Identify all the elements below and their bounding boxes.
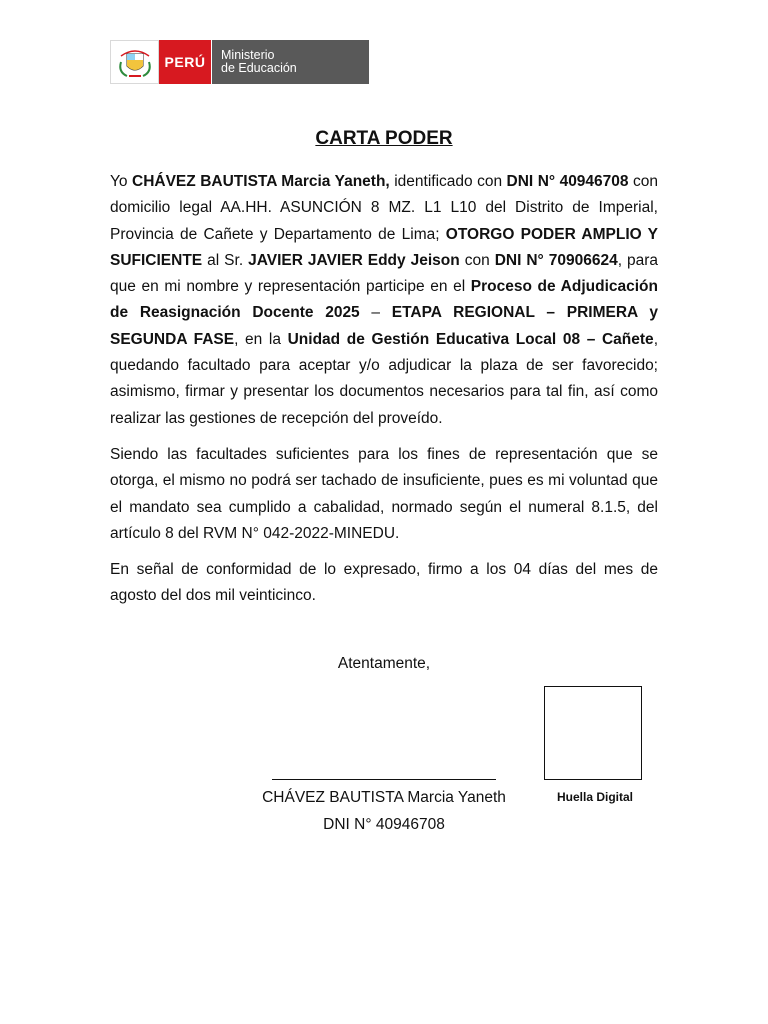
signer-name: CHÁVEZ BAUTISTA Marcia Yaneth [262, 789, 506, 806]
text-run: Yo [110, 173, 133, 190]
logo-country-label: PERÚ [159, 40, 211, 84]
paragraph-conformity: En señal de conformidad de lo expresado, firmo a los 04 días del mes de agosto del dos mil veinticinco. [110, 561, 658, 605]
logo-ministry-line1: Ministerio [221, 48, 275, 62]
ministry-logo [110, 40, 369, 84]
bold-run: DNI N° 70906624 [494, 251, 618, 269]
document-body [110, 169, 658, 620]
bold-run: Proceso de Adjudicación de Reasignación Docente 2025 [110, 278, 658, 322]
logo-ministry-line2: de Educación [221, 61, 297, 75]
text-run: identificado con [389, 173, 507, 190]
closing-text: Atentamente, [337, 655, 431, 672]
text-run: – [359, 304, 392, 322]
document-title: CARTA PODER [315, 128, 453, 149]
signer-dni: DNI N° 40946708 [323, 816, 445, 833]
text-run: con domicilio legal AA.HH. ASUNCIÓN 8 MZ. L1 L10 del Distrito de Imperial, Provincia de Cañete y Departamento de Lima; [110, 173, 658, 243]
signature-line [272, 779, 496, 780]
text-run: al Sr. [202, 251, 249, 269]
fingerprint-label: Huella Digital [556, 790, 633, 804]
bold-run: JAVIER JAVIER Eddy Jeison [248, 251, 460, 269]
paragraph-faculties: Siendo las facultades suficientes para los fines de representación que se otorga, el mismo no podrá ser tachado de insuficiente, pues es mi voluntad que el mandato sea cumplido a cabalidad, normado según el numeral 8.1.5, del artículo 8 del RVM N° 042-2022-MINEDU. [110, 445, 658, 542]
fingerprint-box [544, 686, 642, 780]
text-run: , para que en mi nombre y representación participe en el [110, 251, 659, 296]
bold-run: CHÁVEZ BAUTISTA Marcia Yaneth, [132, 173, 390, 190]
bold-run: ETAPA REGIONAL – PRIMERA y SEGUNDA FASE [110, 304, 658, 348]
bold-run: Unidad de Gestión Educativa Local 08 – Cañete [287, 330, 654, 348]
paragraph-grant [110, 169, 658, 432]
text-run: , quedando facultado para aceptar y/o adjudicar la plaza de ser favorecido; asimismo, firmar y presentar los documentos necesarios para tal fin, así como realizar las gestiones de recepción del proveído. [110, 330, 658, 427]
coat-of-arms-icon [110, 40, 159, 84]
bold-run: DNI N° 40946708 [506, 173, 629, 190]
text-run: con [459, 251, 495, 269]
logo-ministry-name [212, 40, 369, 84]
bold-run: OTORGO PODER AMPLIO Y SUFICIENTE [110, 225, 659, 269]
text-run: , en la [234, 330, 288, 348]
